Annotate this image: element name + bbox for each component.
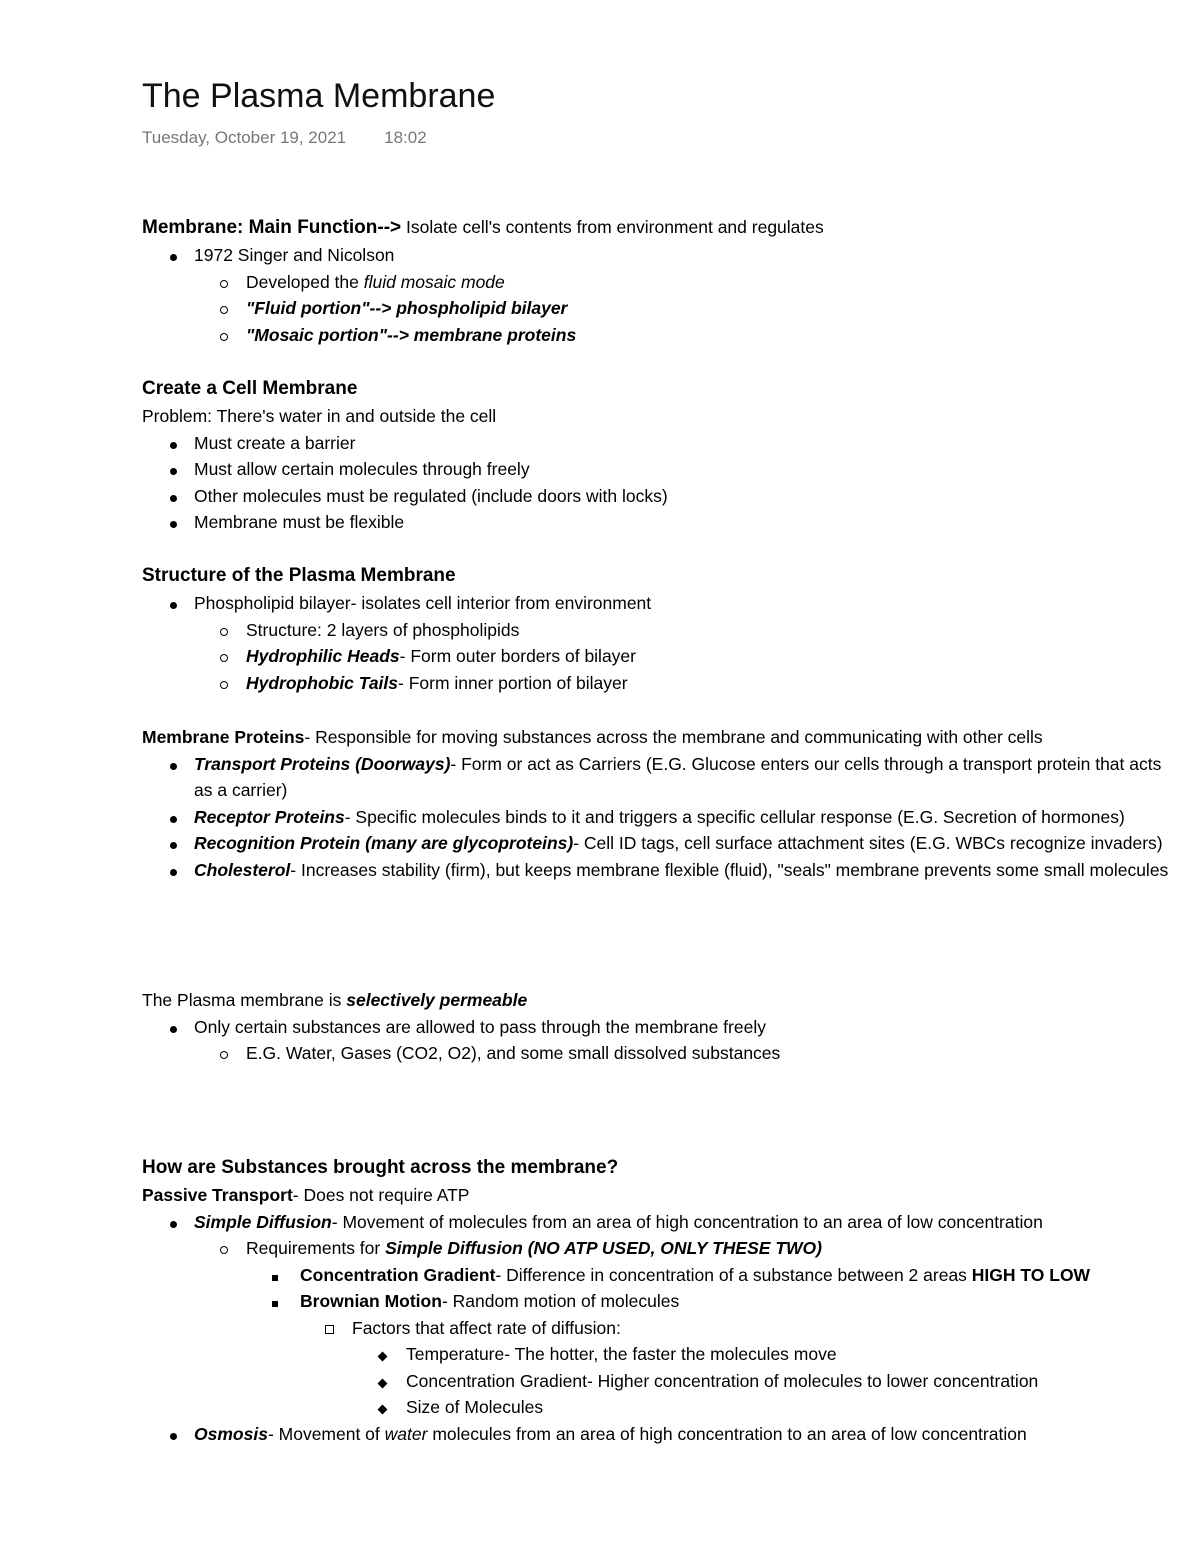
list-item: E.G. Water, Gases (CO2, O2), and some small dissolved substances [142, 1040, 1172, 1067]
list-item: Phospholipid bilayer- isolates cell interior from environment [142, 590, 1172, 617]
bullet-disc-icon [170, 254, 177, 261]
bullet-circle-icon [220, 654, 228, 662]
bullet-open-square-icon [325, 1325, 334, 1334]
list-item: Other molecules must be regulated (include doors with locks) [142, 483, 1172, 510]
list-item: Membrane must be flexible [142, 509, 1172, 536]
list-item: Receptor Proteins- Specific molecules binds to it and triggers a specific cellular response (E.G. Secretion of hormones) [142, 804, 1182, 831]
list-item: Recognition Protein (many are glycoproteins)- Cell ID tags, cell surface attachment sites (E.G. WBCs recognize invaders) [142, 830, 1182, 857]
bullet-disc-icon [170, 442, 177, 449]
bullet-square-icon [272, 1301, 278, 1307]
list-item: Transport Proteins (Doorways)- Form or act as Carriers (E.G. Glucose enters our cells through a transport protein that acts as a carrier) [142, 751, 1182, 804]
bullet-disc-icon [170, 842, 177, 849]
bullet-disc-icon [170, 521, 177, 528]
list-item: Structure: 2 layers of phospholipids [142, 617, 1172, 644]
bullet-disc-icon [170, 763, 177, 770]
section-heading: Create a Cell Membrane [142, 378, 358, 399]
list-item: Temperature- The hotter, the faster the molecules move [142, 1341, 1182, 1368]
bullet-diamond-icon [378, 1352, 388, 1362]
bullet-circle-icon [220, 681, 228, 689]
list-item: Factors that affect rate of diffusion: [142, 1315, 1182, 1342]
list-item: Developed the fluid mosaic mode [142, 269, 1172, 296]
bullet-circle-icon [220, 333, 228, 341]
section-selective-permeability: The Plasma membrane is selectively permeable Only certain substances are allowed to pass through the membrane freely E.G. Water, Gases (CO2, O2), and some small dissolved substances [142, 987, 1172, 1067]
bullet-diamond-icon [378, 1378, 388, 1388]
page-title: The Plasma Membrane [142, 77, 496, 115]
bullet-disc-icon [170, 602, 177, 609]
list-item: Concentration Gradient- Higher concentration of molecules to lower concentration [142, 1368, 1182, 1395]
list-item: Only certain substances are allowed to pass through the membrane freely [142, 1014, 1172, 1041]
bullet-disc-icon [170, 468, 177, 475]
section-transport: How are Substances brought across the membrane? Passive Transport- Does not require ATP Simple Diffusion- Movement of molecules from an area of high concentration to an area of low concentration Requirements for Simple Diffusion (NO ATP USED, ONLY THESE TWO) Concentration Gradient- Difference in concentration of a substance between 2 areas HIGH TO LOW Brownian Motion- Random motion of molecules Factors that affect rate of diffusion: Temperature- The hotter, the faster the molecules move Concentration Gradient- Higher concentration of molecules to lower concentration Size of Molecules Osmosis- Movement of water molecules from an area of high concentration to an area of low concentration [142, 1154, 1182, 1447]
list-item: Hydrophilic Heads- Form outer borders of bilayer [142, 643, 1172, 670]
list-item: Simple Diffusion- Movement of molecules from an area of high concentration to an area of low concentration [142, 1209, 1182, 1236]
section-heading-text: Isolate cell's contents from environment and regulates [401, 217, 824, 237]
section-heading: Membrane: Main Function--> [142, 217, 402, 238]
list-item: 1972 Singer and Nicolson [142, 242, 1172, 269]
bullet-disc-icon [170, 816, 177, 823]
list-item: Brownian Motion- Random motion of molecules [142, 1288, 1182, 1315]
section-create-cell-membrane [142, 375, 1172, 536]
bullet-circle-icon [220, 306, 228, 314]
bullet-circle-icon [220, 1246, 228, 1254]
bullet-disc-icon [170, 869, 177, 876]
list-item: Requirements for Simple Diffusion (NO ATP USED, ONLY THESE TWO) [142, 1235, 1182, 1262]
bullet-disc-icon [170, 1026, 177, 1033]
problem-text: Problem: There's water in and outside the cell [142, 406, 497, 426]
list-item: "Mosaic portion"--> membrane proteins [142, 322, 1172, 349]
section-membrane-proteins: Membrane Proteins- Responsible for moving substances across the membrane and communicating with other cells Transport Proteins (Doorways)- Form or act as Carriers (E.G. Glucose enters our cells through a transport protein that acts as a carrier) Receptor Proteins- Specific molecules binds to it and triggers a specific cellular response (E.G. Secretion of hormones) Recognition Protein (many are glycoproteins)- Cell ID tags, cell surface attachment sites (E.G. WBCs recognize invaders) Cholesterol- Increases stability (firm), but keeps membrane flexible (fluid), "seals" membrane prevents some small molecules [142, 724, 1182, 883]
section-heading: Structure of the Plasma Membrane [142, 565, 456, 586]
bullet-circle-icon [220, 628, 228, 636]
list-item: Cholesterol- Increases stability (firm), but keeps membrane flexible (fluid), "seals" membrane prevents some small molecules [142, 857, 1182, 884]
page-time: 18:02 [384, 128, 427, 147]
list-item: Osmosis- Movement of water molecules from an area of high concentration to an area of low concentration [142, 1421, 1182, 1448]
bullet-circle-icon [220, 280, 228, 288]
bullet-disc-icon [170, 1433, 177, 1440]
page-meta [142, 125, 427, 151]
bullet-square-icon [272, 1275, 278, 1281]
list-item: Hydrophobic Tails- Form inner portion of bilayer [142, 670, 1172, 697]
section-heading: How are Substances brought across the membrane? [142, 1157, 619, 1178]
bullet-diamond-icon [378, 1405, 388, 1415]
bullet-disc-icon [170, 495, 177, 502]
bullet-circle-icon [220, 1051, 228, 1059]
list-item: Must create a barrier [142, 430, 1172, 457]
section-heading: Membrane Proteins [142, 727, 305, 747]
list-item: Size of Molecules [142, 1394, 1182, 1421]
page-date: Tuesday, October 19, 2021 [142, 128, 347, 147]
list-item: Concentration Gradient- Difference in concentration of a substance between 2 areas HIGH TO LOW [142, 1262, 1182, 1289]
section-main-function [142, 214, 1172, 348]
section-structure [142, 562, 1172, 696]
list-item: Must allow certain molecules through freely [142, 456, 1172, 483]
bullet-disc-icon [170, 1221, 177, 1228]
list-item: "Fluid portion"--> phospholipid bilayer [142, 295, 1172, 322]
